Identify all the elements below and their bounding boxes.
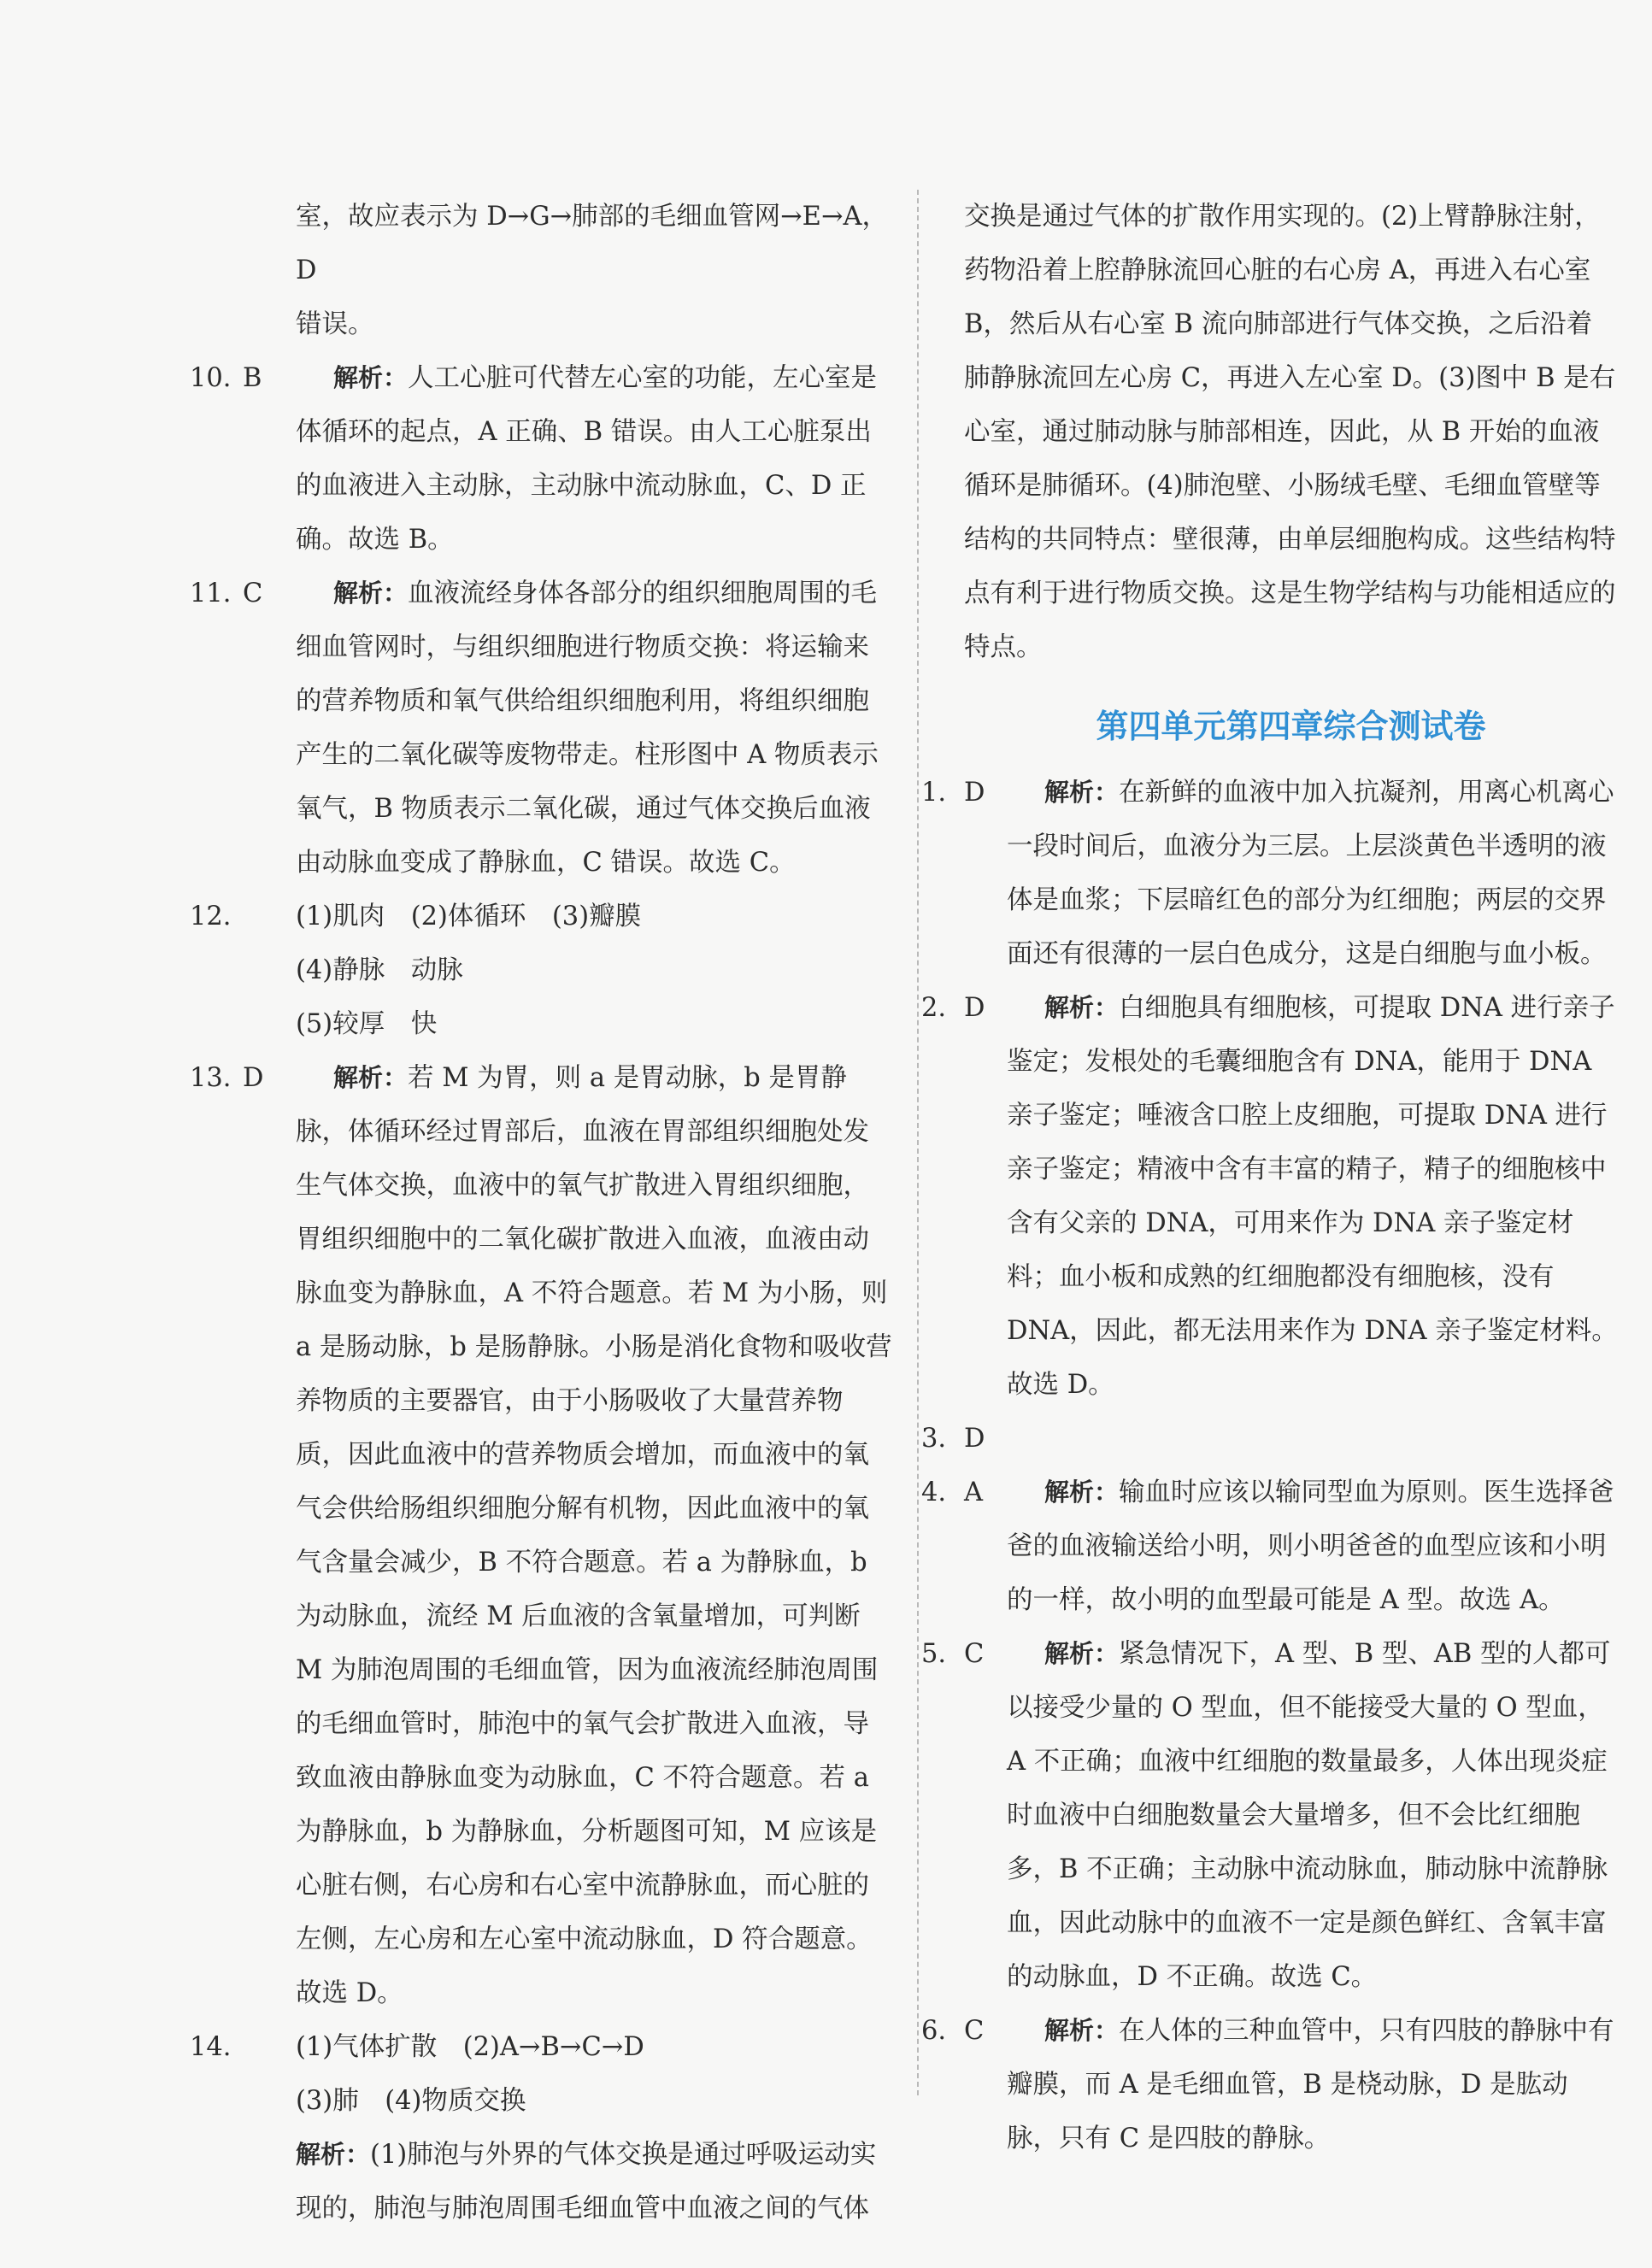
left-column <box>190 190 892 2236</box>
continued-text: 室，故应表示为 D→G→肺部的毛细血管网→E→A，D 错误。 <box>296 202 889 339</box>
section-heading: 第四单元第四章综合测试卷 <box>1096 708 1486 745</box>
answer-item-12: 12. (1)肌肉 (2)体循环 (3)瓣膜 (4)静脉 动脉 (5)较厚 快 <box>190 902 642 1039</box>
answer-item-13: 13. D 解析：若 M 为胃，则 a 是胃动脉，b 是胃静脉，体循环经过胃部后，血液在胃部组织细胞处发生气体交换，血液中的氧气扩散进入胃组织细胞，胃组织细胞中的二氧化碳扩散进入血液，血液由动脉血变为静脉血，A 不符合题意。若 M 为小肠，则 a 是肠动脉，b 是肠静脉。小肠是消化食物和吸收营养物质的主要器官，由于小肠吸收了大量营养物质，因此血液中的营养物质会增加，而血液中的氧气会供给肠组织细胞分解有机物，因此血液中的氧气含量会减少，B 不符合题意。若 a 为静脉血，b 为动脉血，流经 M 后血液的含氧量增加，可判断 M 为肺泡周围的毛细血管，因为血液流经肺泡周围的毛细血管时，肺泡中的氧气会扩散进入血液，导致血液由静脉血变为动脉血，C 不符合题意。若 a 为静脉血，b 为静脉血，分析题图可知，M 应该是心脏右侧，右心房和右心室中流静脉血，而心脏的左侧，左心房和左心室中流动脉血，D 符合题意。故选 D。 <box>190 1063 892 2008</box>
answer-item-6: 6. C 解析：在人体的三种血管中，只有四肢的静脉中有瓣膜，而 A 是毛细血管，B 是桡动脉，D 是肱动脉，只有 C 是四肢的静脉。 <box>921 2016 1614 2153</box>
answer-item-3: 3. D <box>921 1424 985 1454</box>
answer-item-1: 1. D 解析：在新鲜的血液中加入抗凝剂，用离心机离心一段时间后，血液分为三层。上层淡黄色半透明的液体是血浆；下层暗红色的部分为红细胞；两层的交界面还有很薄的一层白色成分，这是白细胞与血小板。 <box>921 778 1614 969</box>
answer-item-4: 4. A 解析：输血时应该以输同型血为原则。医生选择爸爸的血液输送给小明，则小明爸爸的血型应该和小明的一样，故小明的血型最可能是 A 型。故选 A。 <box>921 1478 1614 1615</box>
answer-item-2: 2. D 解析：白细胞具有细胞核，可提取 DNA 进行亲子鉴定；发根处的毛囊细胞含有 DNA，能用于 DNA 亲子鉴定；唾液含口腔上皮细胞，可提取 DNA 进行亲子鉴定；精液中含有丰富的精子，精子的细胞核中含有父亲的 DNA，可用来作为 DNA 亲子鉴定材料；血小板和成熟的红细胞都没有细胞核，没有 DNA，因此，都无法用来作为 DNA 亲子鉴定材料。故选 D。 <box>921 993 1618 1400</box>
continued-text-right: 交换是通过气体的扩散作用实现的。(2)上臂静脉注射，药物沿着上腔静脉流回心脏的右心房 A，再进入右心室 B，然后从右心室 B 流向肺部进行气体交换，之后沿着肺静脉流回左心房 C，再进入左心室 D。(3)图中 B 是右心室，通过肺动脉与肺部相连，因此，从 B 开始的血液循环是肺循环。(4)肺泡壁、小肠绒毛壁、毛细血管壁等结构的共同特点：壁很薄，由单层细胞构成。这些结构特点有利于进行物质交换。这是生物学结构与功能相适应的特点。 <box>964 202 1616 662</box>
answer-item-11: 11. C 解析：血液流经身体各部分的组织细胞周围的毛细血管网时，与组织细胞进行物质交换：将运输来的营养物质和氧气供给组织细胞利用，将组织细胞产生的二氧化碳等废物带走。柱形图中 A 物质表示氧气，B 物质表示二氧化碳，通过气体交换后血液由动脉血变成了静脉血，C 错误。故选 C。 <box>190 579 879 878</box>
column-divider <box>917 190 919 2095</box>
answer-item-5: 5. C 解析：紧急情况下，A 型、B 型、AB 型的人都可以接受少量的 O 型血，但不能接受大量的 O 型血，A 不正确；血液中红细胞的数量最多，人体出现炎症时血液中白细胞数量会大量增多，但不会比红细胞多，B 不正确；主动脉中流动脉血，肺动脉中流静脉血，因此动脉中的血液不一定是颜色鲜红、含氧丰富的动脉血，D 不正确。故选 C。 <box>921 1639 1611 1992</box>
right-column <box>921 190 1618 2165</box>
answer-item-14: 14. (1)气体扩散 (2)A→B→C→D (3)肺 (4)物质交换 解析：(1)肺泡与外界的气体交换是通过呼吸运动实现的，肺泡与肺泡周围毛细血管中血液之间的气体 <box>190 2032 877 2224</box>
answer-item-10: 10. B 解析：人工心脏可代替左心室的功能，左心室是体循环的起点，A 正确、B 错误。由人工心脏泵出的血液进入主动脉，主动脉中流动脉血，C、D 正确。故选 B。 <box>190 363 878 555</box>
